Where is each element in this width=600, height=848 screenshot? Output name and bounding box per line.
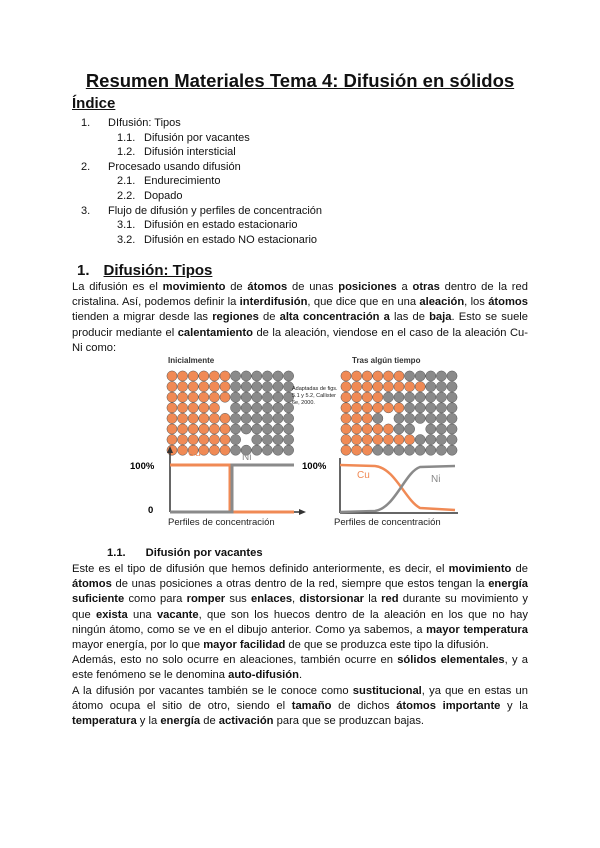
text: A la difusión por vacantes también se le conoce como [72,684,353,697]
bold-text: vacante [156,608,199,621]
atom [231,413,241,423]
atom [231,392,241,402]
atom [373,371,383,381]
text: La difusión es el [72,281,163,293]
atom [436,424,446,434]
atom [241,382,251,392]
bold-text: energía [160,715,201,728]
atom [373,413,383,423]
atom [273,392,283,402]
atom [209,403,219,413]
atom [362,392,372,402]
text: las de [389,311,430,324]
bold-text: activación [218,715,274,728]
bold-text: sólidos elementales [397,654,505,667]
subsection-heading [107,547,263,559]
left-title: Inicialmente [168,356,215,365]
toc-item[interactable] [0,116,600,131]
atom [373,403,383,413]
atom [373,424,383,434]
atom [426,413,436,423]
atom [220,382,230,392]
atom [252,413,262,423]
bold-text: aleación [419,296,465,309]
atom [199,424,209,434]
atom [362,371,372,381]
atom [178,382,188,392]
bold-text: energía suficiente [72,578,528,606]
atom [199,403,209,413]
text: y la [136,715,161,728]
atom [220,445,230,455]
atom [436,392,446,402]
bold-text: distorsionar [299,593,365,606]
atom [415,403,425,413]
y-label-100-right: 100% [302,461,327,472]
atom [341,435,351,445]
toc-label: Endurecimiento [144,175,221,188]
toc-number: 1.1. [117,131,136,144]
ni-label-right: Ni [431,474,441,485]
atom [167,403,177,413]
atom [383,445,393,455]
atom [273,435,283,445]
text: , [292,593,300,606]
atom [178,435,188,445]
atom [341,413,351,423]
atom [252,403,262,413]
text: . [298,669,303,682]
bold-text: sustitucional [352,684,422,697]
atom [447,445,457,455]
toc-number: 3. [81,204,91,217]
atom [415,371,425,381]
atom [209,424,219,434]
toc-number: 2.1. [117,175,136,188]
atom [241,371,251,381]
atom [394,435,404,445]
atom [394,371,404,381]
atom [436,413,446,423]
atom [352,371,362,381]
text: de unas posiciones a otras dentro de la red, siempre que estos tengan la [111,578,489,591]
right-title: Tras algún tiempo [352,356,421,365]
atom [394,424,404,434]
atom [209,413,219,423]
atom [383,392,393,402]
atom [231,382,241,392]
bold-text: átomos importante [396,699,501,712]
figure-source-note: Adaptadas de figs. 5.1 y 5.2, Callister 6e, 2000. [292,386,338,406]
bold-text: interdifusión [239,296,308,309]
atom [252,392,262,402]
text: sus [225,593,251,606]
toc-item[interactable] [0,233,600,248]
toc-label: Procesado usando difusión [108,160,241,173]
atom [188,424,198,434]
bold-text: posiciones [338,281,397,293]
atom [178,371,188,381]
atom [273,382,283,392]
initial-lattice [167,371,294,455]
atom [178,403,188,413]
atom [199,371,209,381]
atom [262,424,272,434]
atom [447,392,457,402]
atom [362,403,372,413]
text: durante su movimiento y que [72,593,528,621]
atom [352,413,362,423]
atom [188,371,198,381]
toc-item[interactable] [0,204,600,219]
atom [447,413,457,423]
toc-label: DIfusión: Tipos [108,117,181,129]
toc-item[interactable] [0,131,600,146]
atom [352,435,362,445]
bold-text: átomos [488,296,528,309]
bold-text: movimiento [448,563,512,575]
atom [284,445,294,455]
atom [352,382,362,392]
atom [220,424,230,434]
text: como para [124,593,187,606]
document-title: Resumen Materiales Tema 4: Difusión en sólidos [85,70,515,91]
atom [284,435,294,445]
text: , que dice que en una [307,296,420,309]
atom [167,382,177,392]
text: Este es el tipo de difusión que hemos definido anteriormente, es decir, el [72,563,449,575]
bold-text: romper [186,593,226,606]
toc-item[interactable] [0,145,600,160]
atom [352,392,362,402]
text: , los [464,296,489,309]
atom [436,403,446,413]
toc-number: 1. [81,117,91,129]
cu-label-right: Cu [357,470,370,481]
toc-number: 2.2. [117,189,136,202]
atom [341,382,351,392]
atom [167,413,177,423]
later-lattice [341,371,457,455]
text: . Esto se suele producir mediante el [72,311,529,339]
text: de [258,311,280,324]
y-label-100-left: 100% [130,461,155,472]
atom [426,371,436,381]
atom [373,382,383,392]
atom [209,445,219,455]
bold-text: átomos [247,281,288,293]
toc-item[interactable] [0,218,600,233]
atom [405,403,415,413]
atom [273,371,283,381]
atom [352,403,362,413]
atom [362,445,372,455]
toc-number: 2. [81,160,91,173]
atom [209,371,219,381]
atom [231,424,241,434]
atom [199,382,209,392]
atom [415,445,425,455]
text: de la aleación, viendose en el caso de la aleación Cu-Ni como: [72,326,528,354]
atom [262,392,272,402]
section-heading [77,262,212,279]
atom [273,413,283,423]
atom [447,403,457,413]
atom [394,392,404,402]
toc-number: 3.2. [117,233,136,246]
atom [383,403,393,413]
atom [262,382,272,392]
atom [209,435,219,445]
atom [252,445,262,455]
ni-label-left: Ni [242,452,252,463]
diffusion-figure [120,350,480,535]
atom [341,392,351,402]
atom [447,424,457,434]
text: de que se produzca este tipo la difusión. [285,639,489,652]
toc-item[interactable] [0,189,600,204]
toc-number: 1.2. [117,146,136,159]
atom [341,424,351,434]
atom [178,445,188,455]
atom [447,382,457,392]
text: de [225,281,248,293]
atom [383,371,393,381]
section-title: Difusión: Tipos [103,262,213,279]
atom [394,413,404,423]
cu-label-left: Cu [188,448,201,459]
atom [188,382,198,392]
atom [231,435,241,445]
bold-text: átomos [72,578,112,591]
subsection-title: Difusión por vacantes [145,547,263,559]
subsection-body [72,562,528,729]
atom [199,392,209,402]
text: de [200,715,219,728]
atom [394,382,404,392]
atom [415,435,425,445]
bold-text: tamaño [291,699,332,712]
atom [178,413,188,423]
text: Además, esto no solo ocurre en aleaciones, también ocurre en [72,654,398,667]
atom [341,403,351,413]
atom [167,371,177,381]
atom [383,435,393,445]
atom [167,424,177,434]
table-of-contents [0,116,600,247]
atom [405,435,415,445]
text: , y a este fenómeno se le denomina [72,654,529,682]
atom [209,392,219,402]
atom [199,435,209,445]
atom [352,424,362,434]
atom [405,413,415,423]
atom [352,445,362,455]
atom [273,445,283,455]
toc-label: Difusión en estado estacionario [144,219,298,232]
atom [220,413,230,423]
atom [231,371,241,381]
atom [178,424,188,434]
bold-text: enlaces [250,593,293,606]
bold-text: otras [412,281,440,293]
bold-text: regiones [212,311,259,324]
atom [273,424,283,434]
atom [436,445,446,455]
subsection-number: 1.1. [107,547,126,559]
atom [405,382,415,392]
atom [341,445,351,455]
atom [167,435,177,445]
atom [405,424,415,434]
atom [262,445,272,455]
text: a [396,281,413,293]
atom [426,392,436,402]
atom [178,392,188,402]
bold-text: mayor temperatura [426,623,528,636]
atom [241,403,251,413]
atom [273,403,283,413]
atom [447,435,457,445]
text: dentro de la red cristalina. Así, podemos definir la [72,281,528,309]
toc-item[interactable] [0,160,600,175]
atom [426,424,436,434]
text: mayor energía, por lo que [72,639,204,652]
toc-label: Difusión intersticial [144,146,236,159]
atom [362,435,372,445]
bold-text: temperatura [72,715,137,728]
text: tienden a migrar desde las [72,311,213,324]
atom [415,392,425,402]
atom [362,413,372,423]
atom [362,382,372,392]
atom [241,424,251,434]
section-number: 1. [77,262,90,279]
toc-label: Dopado [144,189,183,202]
atom [188,435,198,445]
toc-label: Flujo de difusión y perfiles de concentración [108,204,323,217]
later-profile-graph [340,458,458,513]
toc-number: 3.1. [117,219,136,232]
atom [394,403,404,413]
atom [252,371,262,381]
atom [262,403,272,413]
atom [220,371,230,381]
bold-text: mayor facilidad [203,639,286,652]
atom [426,382,436,392]
atom [447,371,457,381]
atom [241,413,251,423]
atom [220,392,230,402]
atom [284,371,294,381]
bold-text: exista [95,608,128,621]
atom [199,413,209,423]
atom [426,403,436,413]
atom [241,392,251,402]
atom [231,445,241,455]
atom [415,413,425,423]
atom [373,435,383,445]
atom [373,392,383,402]
bold-text: red [381,593,399,606]
atom [394,445,404,455]
text: para que se produzcan bajas. [273,715,425,728]
atom [383,424,393,434]
text: de [511,563,528,575]
atom [436,382,446,392]
atom [426,435,436,445]
atom [426,445,436,455]
atom [252,424,262,434]
atom [252,435,262,445]
atom [373,445,383,455]
text: de dichos [331,699,397,712]
atom [362,424,372,434]
text: la [364,593,382,606]
y-label-0-left: 0 [148,505,154,516]
bold-text: movimiento [162,281,226,293]
toc-item[interactable] [0,174,600,189]
bold-text: auto-difusión [228,669,299,682]
toc-label: Difusión en estado NO estacionario [144,233,318,246]
bold-text: calentamiento [177,326,253,339]
text: de unas [287,281,339,293]
atom [405,392,415,402]
ni-profile-initial [170,465,294,512]
caption-left: Perfiles de concentración [168,517,275,528]
caption-right: Perfiles de concentración [334,517,441,528]
atom [262,413,272,423]
atom [383,382,393,392]
atom [415,382,425,392]
atom [167,392,177,402]
atom [262,435,272,445]
atom [405,445,415,455]
index-heading: Índice [72,95,116,112]
text: una [127,608,157,621]
atom [188,403,198,413]
text: , ya que en estas un átomo ocupa el sitio de otro, siendo el [72,684,528,712]
atom [405,371,415,381]
atom [188,413,198,423]
atom [341,371,351,381]
atom [220,435,230,445]
toc-label: Difusión por vacantes [144,131,250,144]
bold-text: baja [429,311,452,324]
atom [436,371,446,381]
atom [262,371,272,381]
section-paragraph [72,280,528,356]
atom [188,392,198,402]
atom [209,382,219,392]
atom [252,382,262,392]
atom [231,403,241,413]
text: , que son los huecos dentro de la aleación en los que no hay ningún átomo, como se ve en el dibujo anterior. Como ya sabemos, a [72,608,528,636]
bold-text: alta concentración a [279,311,390,324]
atom [436,435,446,445]
text: y la [500,699,528,712]
